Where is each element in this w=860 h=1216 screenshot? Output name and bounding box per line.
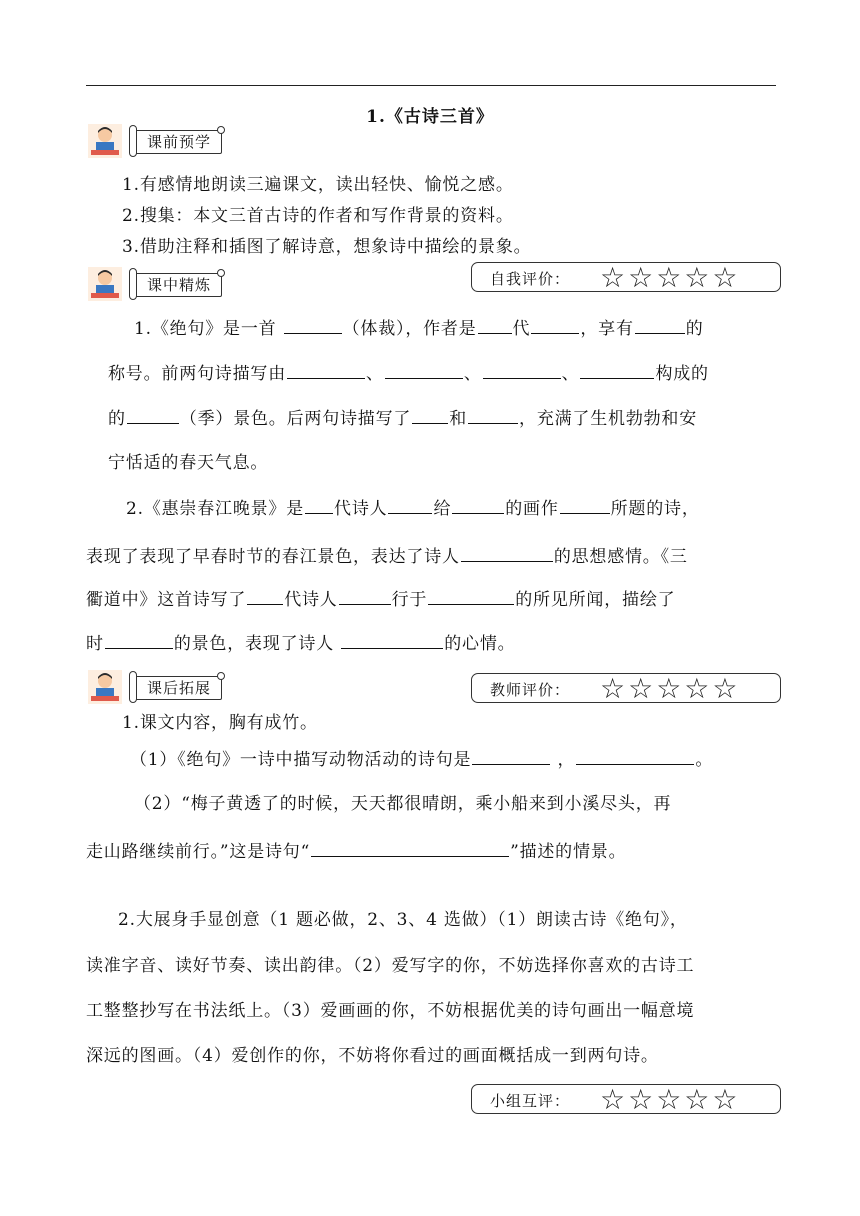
extension-q2-line1: （2）“梅子黄透了的时候，天天都很晴朗，乘小船来到小溪尽头，再 bbox=[134, 794, 672, 814]
answer-blank[interactable] bbox=[472, 748, 550, 765]
answer-blank[interactable] bbox=[468, 407, 518, 424]
section-label-scroll: 课中精炼 bbox=[134, 273, 222, 297]
extension-q1: （1）《绝句》一诗中描写动物活动的诗句是 ， 。 bbox=[130, 750, 714, 770]
practice-q2-line1: 2.《惠崇春江晚景》是 代诗人 给 的画作 所题的诗， bbox=[126, 499, 700, 519]
answer-blank[interactable] bbox=[478, 317, 512, 334]
teacher-evaluation-label: 教师评价： bbox=[490, 681, 571, 699]
practice-q1-line1: 1.《绝句》是一首 （体裁），作者是 代 ，享有 的 bbox=[134, 319, 704, 339]
answer-blank[interactable] bbox=[428, 588, 514, 605]
answer-blank[interactable] bbox=[341, 632, 443, 649]
answer-blank[interactable] bbox=[284, 317, 342, 334]
preview-item-2: 2.搜集：本文三首古诗的作者和写作背景的资料。 bbox=[122, 206, 514, 226]
rating-stars[interactable]: ☆☆☆☆☆ bbox=[600, 672, 741, 705]
extension-item-1: 1.课文内容，胸有成竹。 bbox=[122, 713, 318, 733]
answer-blank[interactable] bbox=[461, 545, 553, 562]
self-evaluation-box bbox=[471, 262, 781, 292]
answer-blank[interactable] bbox=[452, 497, 504, 514]
child-reading-icon bbox=[88, 267, 122, 301]
extension-p2-line3: 工整整抄写在书法纸上。（3）爱画画的你，不妨根据优美的诗句画出一幅意境 bbox=[86, 1001, 695, 1021]
extension-q2-line2: 走山路继续前行。”这是诗句“ ”描述的情景。 bbox=[86, 842, 627, 862]
section-label-scroll: 课前预学 bbox=[134, 130, 222, 154]
extension-p2-line2: 读准字音、读好节奏、读出韵律。（2）爱写字的你，不妨选择你喜欢的古诗工 bbox=[86, 956, 695, 976]
child-reading-icon bbox=[88, 124, 122, 158]
teacher-evaluation-box bbox=[471, 673, 781, 703]
answer-blank[interactable] bbox=[483, 362, 561, 379]
practice-q1-line2: 称号。前两句诗描写由 、 、 、 构成的 bbox=[108, 364, 709, 384]
answer-blank[interactable] bbox=[412, 407, 448, 424]
child-reading-icon bbox=[88, 670, 122, 704]
answer-blank[interactable] bbox=[560, 497, 610, 514]
answer-blank[interactable] bbox=[287, 362, 365, 379]
section-header-preview bbox=[88, 124, 248, 162]
rating-stars[interactable]: ☆☆☆☆☆ bbox=[600, 1083, 741, 1116]
section-header-practice bbox=[88, 267, 248, 305]
section-label-scroll: 课后拓展 bbox=[134, 676, 222, 700]
answer-blank[interactable] bbox=[305, 497, 333, 514]
self-evaluation-label: 自我评价： bbox=[490, 270, 571, 288]
rating-stars[interactable]: ☆☆☆☆☆ bbox=[600, 261, 741, 294]
group-evaluation-label: 小组互评： bbox=[490, 1092, 571, 1110]
answer-blank[interactable] bbox=[105, 632, 173, 649]
answer-blank[interactable] bbox=[388, 497, 432, 514]
answer-blank[interactable] bbox=[580, 362, 654, 379]
answer-blank[interactable] bbox=[531, 317, 579, 334]
practice-q2-line3: 衢道中》这首诗写了 代诗人 行于 的所见所闻，描绘了 bbox=[86, 590, 676, 610]
preview-item-3: 3.借助注释和插图了解诗意，想象诗中描绘的景象。 bbox=[122, 237, 532, 257]
answer-blank[interactable] bbox=[127, 407, 179, 424]
extension-p2-line4: 深远的图画。（4）爱创作的你，不妨将你看过的画面概括成一到两句诗。 bbox=[86, 1046, 659, 1066]
page-title: 1.《古诗三首》 bbox=[366, 107, 494, 127]
answer-blank[interactable] bbox=[385, 362, 463, 379]
group-evaluation-box bbox=[471, 1084, 781, 1114]
answer-blank[interactable] bbox=[247, 588, 283, 605]
answer-blank[interactable] bbox=[576, 748, 694, 765]
practice-q2-line2: 表现了表现了早春时节的春江景色，表达了诗人 的思想感情。《三 bbox=[86, 547, 688, 567]
answer-blank[interactable] bbox=[311, 840, 509, 857]
extension-p2-line1: 2.大展身手显创意（1 题必做，2、3、4 选做）（1）朗读古诗《绝句》， bbox=[118, 910, 688, 930]
practice-q1-line3: 的 （季）景色。后两句诗描写了 和 ，充满了生机勃勃和安 bbox=[108, 409, 698, 429]
preview-item-1: 1.有感情地朗读三遍课文，读出轻快、愉悦之感。 bbox=[122, 175, 514, 195]
header-rule bbox=[86, 85, 776, 86]
section-header-extension bbox=[88, 670, 248, 708]
answer-blank[interactable] bbox=[635, 317, 685, 334]
practice-q2-line4: 时 的景色，表现了诗人 的心情。 bbox=[86, 634, 516, 654]
answer-blank[interactable] bbox=[339, 588, 391, 605]
practice-q1-line4: 宁恬适的春天气息。 bbox=[108, 453, 269, 473]
